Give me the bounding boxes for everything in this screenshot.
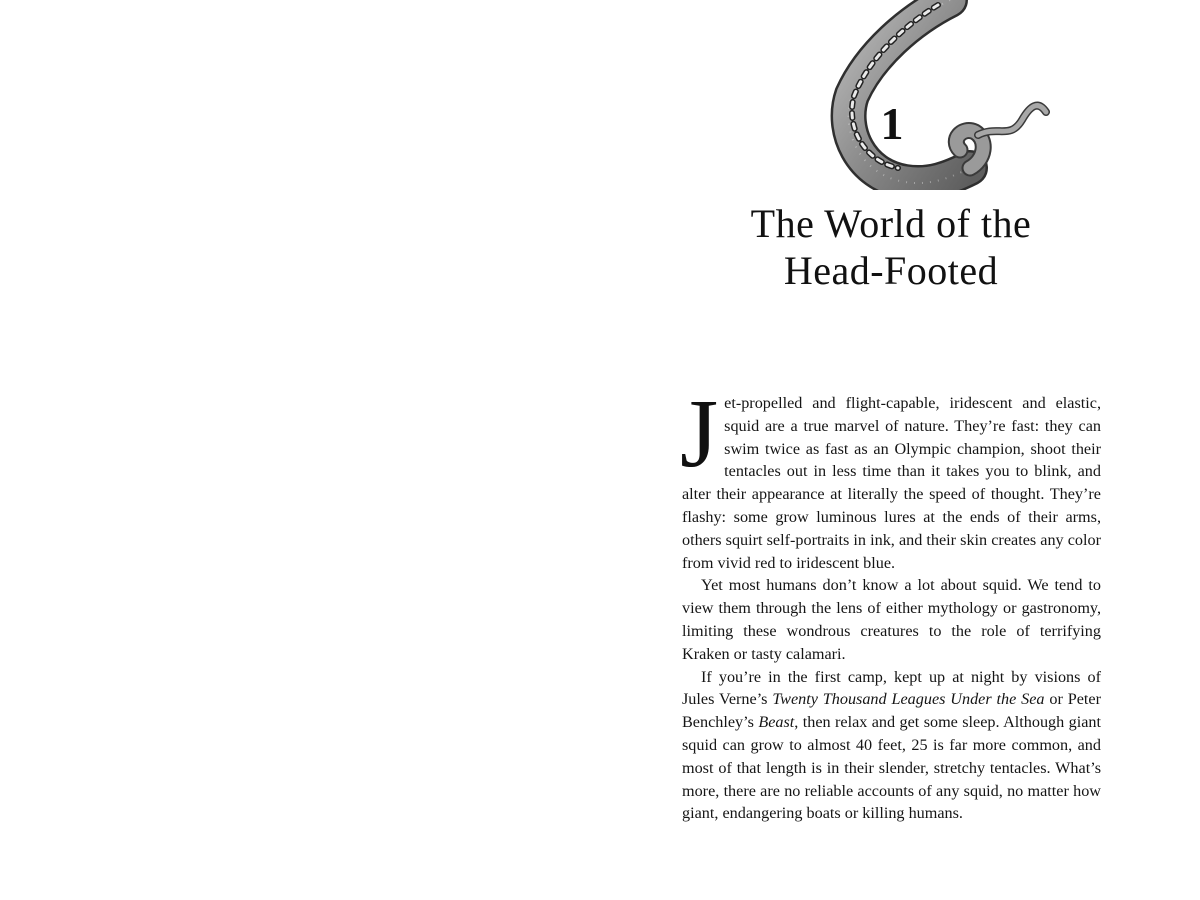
octopus-tentacle-icon bbox=[810, 0, 1060, 190]
chapter-body bbox=[680, 380, 1101, 825]
paragraph-3-part-2: or Peter Benchley’s bbox=[682, 690, 1101, 732]
drop-cap-letter: J bbox=[680, 380, 719, 488]
chapter-title-line-1: The World of the bbox=[750, 201, 1032, 246]
paragraph-2: Yet most humans don’t know a lot about squid. We tend to view them through the lens of either mythology or gastronomy, limiting these wondrous creatures to the role of terrifying Kraken or tasty calamari. bbox=[682, 576, 1101, 663]
paragraph-1 bbox=[680, 380, 1101, 574]
chapter-title bbox=[700, 200, 1082, 294]
right-page bbox=[600, 0, 1200, 900]
chapter-title-line-2: Head-Footed bbox=[783, 248, 999, 293]
paragraph-1-text: et-propelled and flight-capable, iridescent and elastic, squid are a true marvel of nature. They’re fast: they can swim twice as fast as an Olympic champion, shoot their tentacles out in less time than it takes you to blink, and alter their appearance at literally the speed of thought. They’re flashy: some grow luminous lures at the ends of their arms, others squirt self-portraits in ink, and their skin creates any color from vivid red to iridescent blue. bbox=[682, 394, 1101, 572]
paragraph-3-part-3: , then relax and get some sleep. Although giant squid can grow to almost 40 feet, 25 is far more common, and most of that length is in their slender, stretchy tentacles. What’s more, there are no reliable accounts of any squid, no matter how giant, endangering boats or killing humans. bbox=[682, 713, 1101, 823]
paragraph-3 bbox=[682, 666, 1101, 826]
book-title-twenty-thousand-leagues: Twenty Thousand Leagues Under the Sea bbox=[772, 690, 1045, 709]
book-title-beast: Beast bbox=[758, 713, 795, 732]
chapter-number: 1 bbox=[880, 98, 904, 149]
paragraph-3-part-1: If you’re in the first camp, kept up at night by visions of Jules Verne’s bbox=[682, 667, 1101, 709]
